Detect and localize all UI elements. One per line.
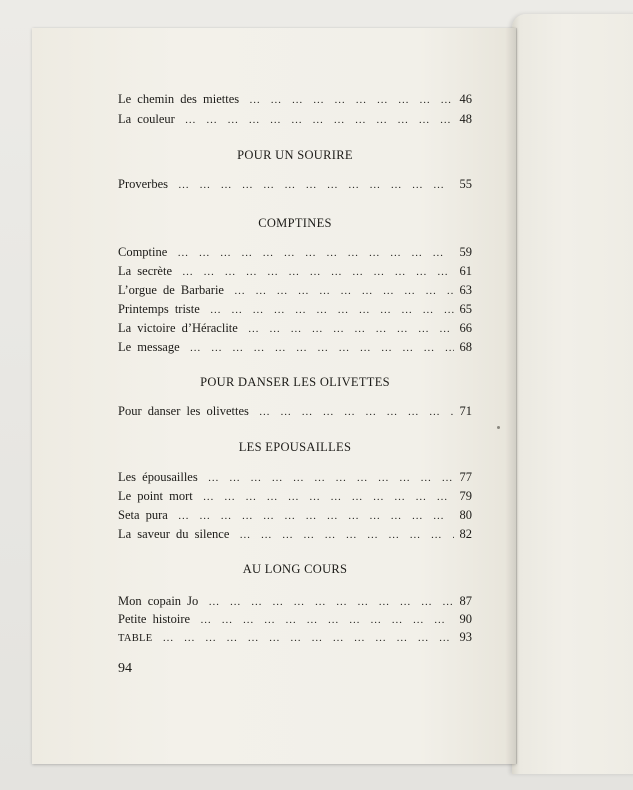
dot-leader [190,614,454,626]
toc-entry-title: Comptine [118,245,168,259]
section-heading: AU LONG COURS [242,562,348,576]
toc-entry-page: 59 [459,245,472,259]
toc-entry [118,340,472,358]
toc-entry-page: 48 [459,112,472,126]
toc-entry-title: Le point mort [118,489,193,503]
dot-leader [200,304,454,316]
dot-leader [172,266,454,278]
dot-leader [239,94,454,106]
page-number: 94 [118,661,132,676]
paper-speck [497,426,500,429]
toc-entry-title: Le message [118,340,180,354]
toc-entry-page: 80 [459,508,472,522]
toc-entry-title: L’orgue de Barbarie [118,283,224,297]
toc-entry [118,508,472,526]
dot-leader [224,285,454,297]
dot-leader [193,491,454,503]
book-page [32,28,516,764]
toc-entry-page: 63 [459,283,472,297]
toc-entry-page: 90 [459,612,472,626]
toc-entry-title: Proverbes [118,177,168,191]
dot-leader [175,114,454,126]
section-heading: POUR DANSER LES OLIVETTES [200,375,390,389]
toc-entry-title: Pour danser les olivettes [118,404,249,418]
toc-entry [118,302,472,320]
toc-entry [118,470,472,488]
toc-entry-page: 46 [459,92,472,106]
toc-entry-title: TABLE [118,633,153,644]
dot-leader [229,529,454,541]
dot-leader [167,247,454,259]
spine-shadow [505,28,517,764]
dot-leader [198,596,454,608]
toc-entry-title: La victoire d’Héraclite [118,321,238,335]
dot-leader [249,406,454,418]
toc-entry-page: 82 [459,527,472,541]
toc-entry [118,612,472,630]
toc-entry-page: 68 [459,340,472,354]
toc-entry-page: 65 [459,302,472,316]
toc-entry [118,245,472,263]
toc-entry [118,112,472,130]
dot-leader [180,342,454,354]
section-heading: POUR UN SOURIRE [237,148,353,162]
toc-entry [118,527,472,545]
toc-entry-page: 66 [459,321,472,335]
toc-entry [118,404,472,422]
toc-entry-page: 79 [459,489,472,503]
section-heading: COMPTINES [258,216,332,230]
section-heading: LES EPOUSAILLES [238,440,352,454]
toc-entry [118,489,472,507]
toc-entry [118,283,472,301]
toc-entry-page: 77 [459,470,472,484]
toc-entry-title: La couleur [118,112,175,126]
dot-leader [153,632,455,644]
toc-entry [118,177,472,195]
facing-page [512,14,633,774]
dot-leader [168,179,454,191]
toc-entry-title: Les épousailles [118,470,198,484]
toc-entry-title: La saveur du silence [118,527,230,541]
toc-entry [118,594,472,612]
toc-entry-title: Printemps triste [118,302,200,316]
toc-entry [118,321,472,339]
toc-entry-title: La secrète [118,264,173,278]
toc-entry-page: 71 [459,404,472,418]
toc-entry [118,630,472,648]
dot-leader [168,510,454,522]
toc-entry-title: Seta pura [118,508,168,522]
toc-entry-title: Le chemin des miettes [118,92,240,106]
dot-leader [198,472,454,484]
toc-entry [118,92,472,110]
toc-entry-page: 93 [459,630,472,644]
toc-entry-page: 87 [459,594,472,608]
toc-entry-title: Petite histoire [118,612,191,626]
toc-entry-page: 61 [459,264,472,278]
toc-entry-title: Mon copain Jo [118,594,199,608]
dot-leader [238,323,454,335]
toc-entry-page: 55 [459,177,472,191]
toc-entry [118,264,472,282]
